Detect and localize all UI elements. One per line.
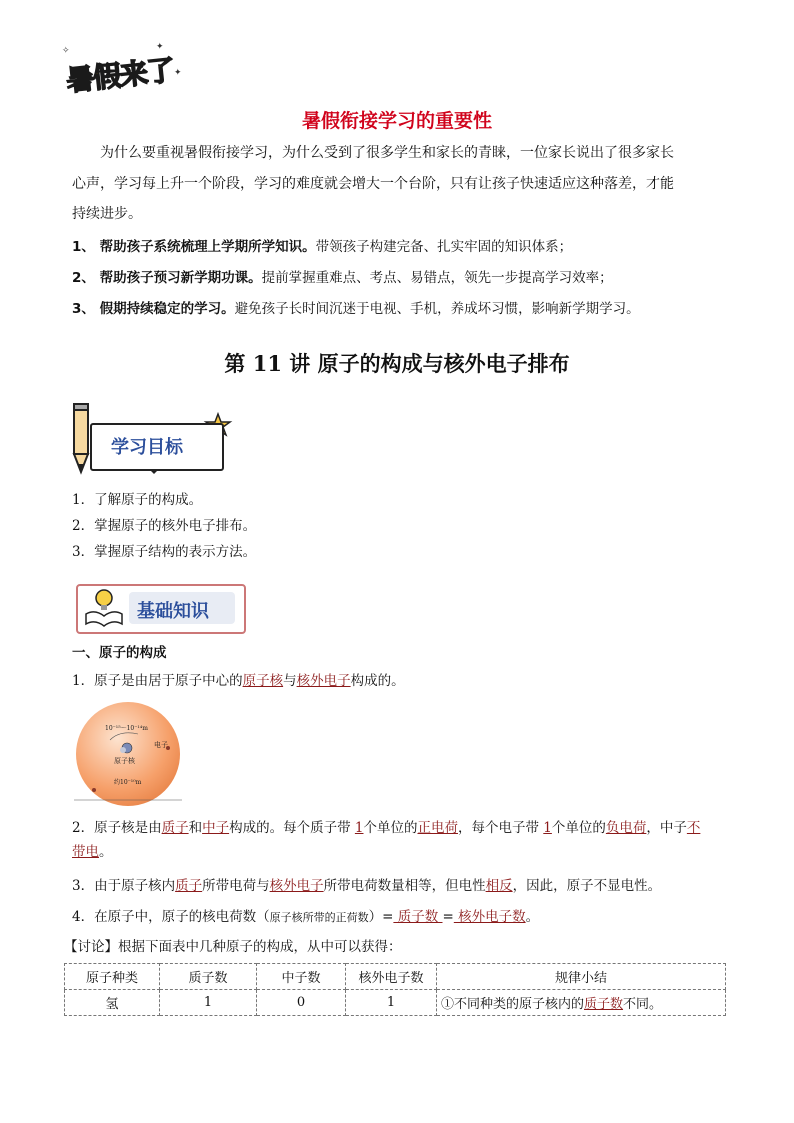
paragraph-4: 4．在原子中，原子的核电荷数（原子核所带的正荷数）= 质子数 = 核外电子数。 [72,909,540,925]
intro-line-1: 为什么要重视暑假衔接学习，为什么受到了很多学生和家长的青睐，一位家长说出了很多家长 [100,145,674,161]
objective-2: 2．掌握原子的核外电子排布。 [72,518,257,534]
table-cell: 0 [257,990,346,1016]
basics-banner-label: 基础知识 [137,601,209,622]
sparkle-icon: ✦ [174,68,182,78]
table-header: 质子数 [160,964,257,990]
table-row [65,990,726,1016]
atom-label-nucleus: 原子核 [114,757,135,765]
atom-structure-figure [72,700,184,808]
table-cell: 1 [346,990,437,1016]
section-heading: 一、原子的构成 [72,645,167,661]
table-header: 核外电子数 [346,964,437,990]
atom-label-electron: 电子 [154,741,168,749]
discussion-label: 【讨论】根据下面表中几种原子的构成，从中可以获得： [64,939,402,955]
table-cell: ①不同种类的原子核内的质子数不同。 [437,990,726,1016]
sparkle-icon: ✦ [156,42,164,52]
table-header-row [65,964,726,990]
table-header: 中子数 [257,964,346,990]
table-cell: 氢 [65,990,160,1016]
objectives-banner-label: 学习目标 [111,437,183,458]
table-header: 原子种类 [65,964,160,990]
point-1: 1、 帮助孩子系统梳理上学期所学知识。带领孩子构建完备、扎实牢固的知识体系； [72,239,573,255]
atom-composition-table [64,963,726,1016]
summer-logo [60,40,188,106]
point-2: 2、 帮助孩子预习新学期功课。提前掌握重难点、考点、易错点，领先一步提高学习效率； [72,270,613,286]
paragraph-1: 1．原子是由居于原子中心的原子核与核外电子构成的。 [72,673,405,689]
intro-line-2: 心声，学习每上升一个阶段，学习的难度就会增大一个台阶，只有让孩子快速适应这种落差，才能 [72,176,674,192]
table-cell: 1 [160,990,257,1016]
objective-1: 1．了解原子的构成。 [72,492,203,508]
atom-label-nucleus-size: 10⁻¹⁵～10⁻¹⁴m [105,725,148,732]
lesson-title: 第 11 讲 原子的构成与核外电子排布 [224,351,570,376]
objective-3: 3．掌握原子结构的表示方法。 [72,544,257,560]
paragraph-3: 3．由于原子核内质子所带电荷与核外电子所带电荷数量相等，但电性相反，因此，原子不显电性。 [72,878,662,894]
table-header: 规律小结 [437,964,726,990]
logo-text: 暑假来了 [64,53,176,98]
page-title: 暑假衔接学习的重要性 [301,110,492,132]
sparkle-icon: ✧ [62,46,70,56]
point-3: 3、 假期持续稳定的学习。避免孩子长时间沉迷于电视、手机，养成坏习惯，影响新学期学习。 [72,301,640,317]
paragraph-2: 2．原子核是由质子和中子构成的。每个质子带 1个单位的正电荷，每个电子带 1个单位的负电荷，中子不 带电。 [72,820,701,860]
book-bulb-icon [82,586,126,628]
intro-line-3: 持续进步。 [72,206,142,222]
atom-label-atom-size: 约10⁻¹⁰m [114,779,142,786]
